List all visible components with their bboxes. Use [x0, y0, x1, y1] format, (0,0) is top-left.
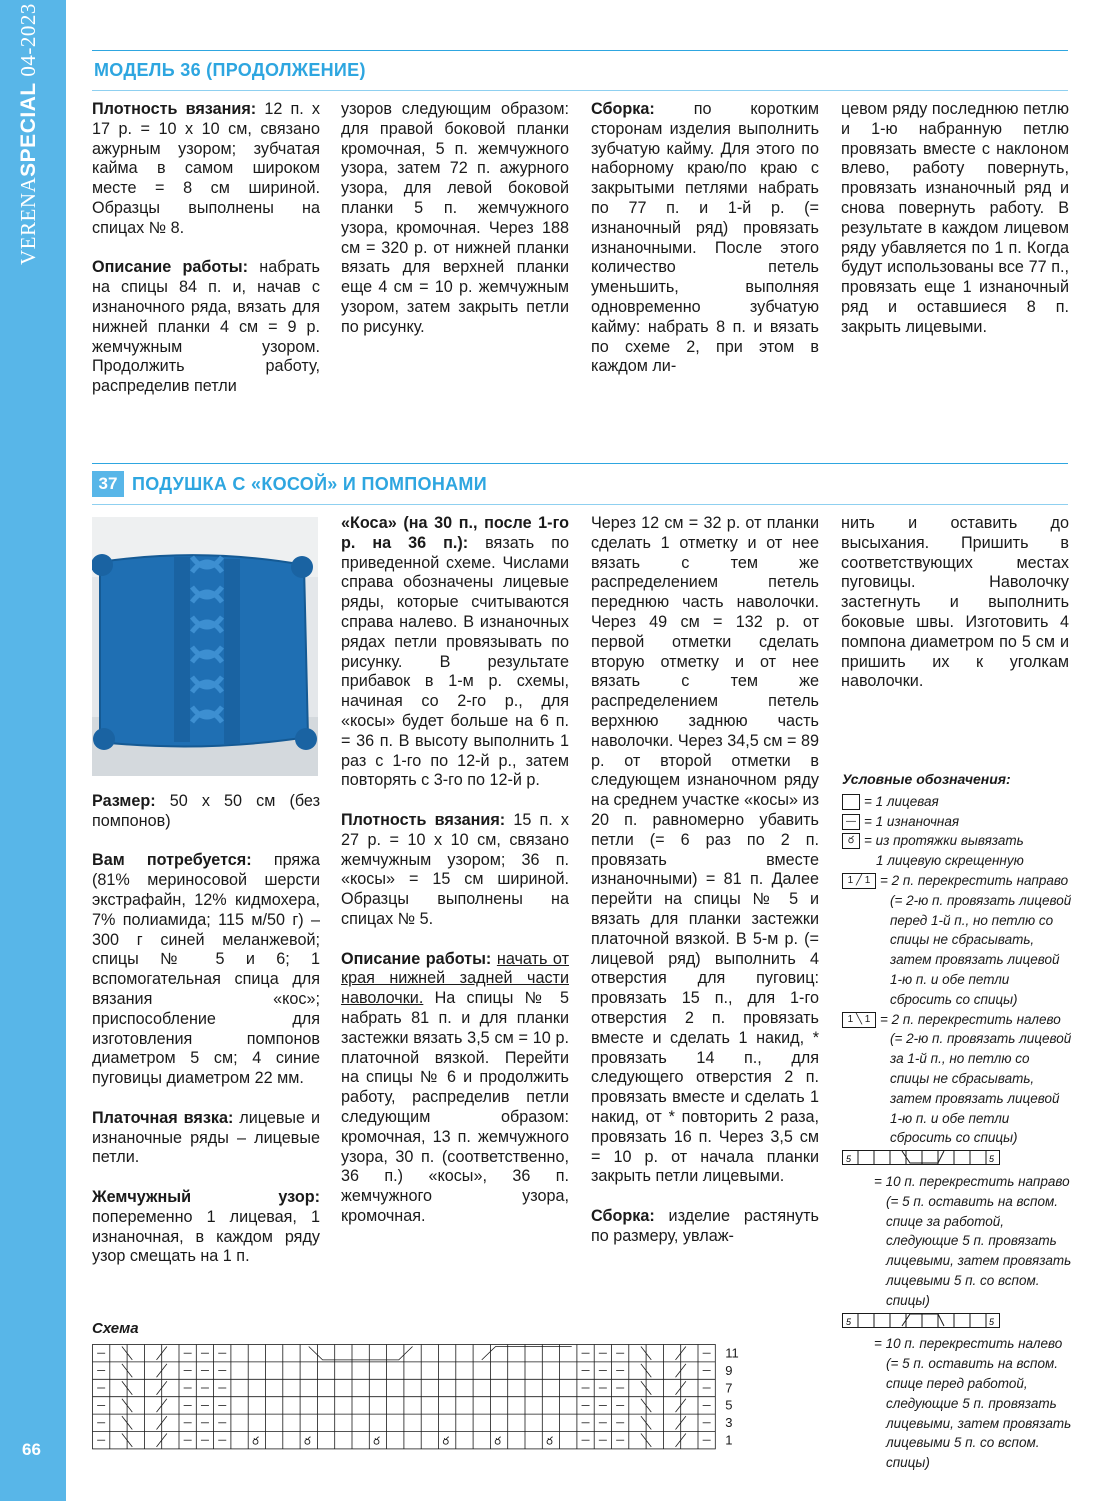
- scheme-label: Схема: [92, 1320, 139, 1337]
- cable-cross-10-mark: [482, 1347, 572, 1360]
- model36-col4-text: цевом ряду последнюю петлю и 1-ю набранную петлю провязать вместе с наклоном влево, работу повернуть, провязать изнаночный ряд и снова повернуть работу. В результате в каждом лицевом ряду убавляется по 1 п. Когда будут использованы все 77 п., провязать еще 1 изнаночный ряд и оставшиеся 8 п. закрыть лицевыми.: [841, 100, 1069, 336]
- legend-item: — = 1 изнаночная: [842, 812, 1072, 832]
- assembly-label: Сборка:: [591, 1206, 655, 1225]
- model36-column-2: [341, 100, 569, 338]
- knitting-chart: [92, 1344, 752, 1452]
- assembly-label: Сборка:: [591, 100, 655, 118]
- twisted-increase-mark: ర: [442, 1435, 450, 1448]
- pearl-pattern-label: Жемчужный узор:: [92, 1187, 320, 1206]
- twisted-increase-mark: ర: [546, 1435, 553, 1448]
- model37-col4-text: нить и оставить до высыхания. Пришить в соответствующих местах пуговицы. Наволочку застегнуть и выполнить боковые швы. Изготовить 4 помпона диаметром по 5 см и пришить их к уголкам наволочки.: [841, 514, 1069, 691]
- legend-item-text: = 10 п. перекрестить направо: [874, 1173, 1070, 1189]
- description-label: Описание работы:: [92, 258, 249, 277]
- garter-stitch-label: Платочная вязка:: [92, 1108, 234, 1127]
- legend-item: = 1 лицевая: [842, 792, 1072, 812]
- row-number-label: 7: [725, 1380, 733, 1396]
- model37-title-rule: [92, 504, 1068, 505]
- row-number-label: 11: [725, 1345, 739, 1361]
- size-text: 50 х 50 см (без помпонов): [92, 792, 320, 830]
- model37-column-3: [591, 514, 819, 1246]
- top-rule: [92, 50, 1068, 51]
- model37-title: ПОДУШКА С «КОСОЙ» И ПОМПОНАМИ: [132, 474, 487, 494]
- section-rule: [92, 463, 1068, 464]
- row-number-label: 9: [725, 1362, 733, 1378]
- cross-left-10-symbol-icon: [842, 1313, 1072, 1335]
- cable-count-label: 5: [989, 1154, 995, 1165]
- twisted-increase-mark: ర: [494, 1435, 501, 1448]
- cross-right-10-symbol-icon: [842, 1150, 1072, 1172]
- twisted-increase-symbol-icon: ర: [842, 833, 860, 849]
- pearl-pattern-text: попеременно 1 лицевая, 1 изнаночная, в каждом ряду узор смещать на 1 п.: [92, 1207, 320, 1266]
- density-label: Плотность вязания:: [341, 810, 506, 829]
- sidebar-strip: [0, 0, 66, 1501]
- pillow-photo: [92, 517, 318, 776]
- row-number-label: 5: [725, 1397, 733, 1413]
- description-text: набрать на спицы 84 п. и, начав с изнаночного ряда, вязать для нижней планки 4 см = 9 р. жемчужным узором. Продолжить работу, распределив петли: [92, 258, 320, 396]
- materials-text: пряжа (81% мериносовой шерсти экстрафайн, 12% кидмохера, 7% полиамида; 115 м/50 г) – 300 г синей меланжевой; спицы № 5 и 6; 1 вспомогательная спица для вязания «кос»; приспособление для изготовления помпонов диаметром 5 см; 4 синие пуговицы диаметром 22 мм.: [92, 851, 321, 1088]
- model36-column-4: [841, 100, 1069, 338]
- garter-stitch-text: лицевые и изнаночные ряды – лицевые петли.: [92, 1108, 320, 1167]
- assembly-text: изделие растянуть по размеру, увлаж-: [591, 1206, 819, 1245]
- legend-item: 1 ╲ 1 = 2 п. перекрестить налево: [842, 1010, 1072, 1030]
- braid-text: вязать по приведенной схеме. Числами справа обозначены лицевые ряды, которые считываются справа налево. В изнаночных рядах петли провязывать по рисунку. В результате прибавок в 1-м р. схемы, начиная со 2-го р., для «косы» будет больше на 6 п. = 36 п. В высоту выполнить 1 раз с 1-го по 12-й р., затем повторять с 3-го по 12-й р.: [341, 533, 569, 790]
- model36-title: МОДЕЛЬ 36 (ПРОДОЛЖЕНИЕ): [94, 60, 366, 80]
- braid-label: «Коса» (на 30 п., после 1-го р. на 36 п.):: [341, 514, 569, 552]
- magazine-name: VERENASPECIAL 04-2023: [16, 3, 40, 265]
- cable-cross-10-mark: [309, 1347, 413, 1360]
- assembly-text: по коротким сторонам изделия выполнить зубчатую кайму. Для этого по наборному краю/по краю с закрытыми петлями набрать по 77 п. и 1-й р. (= изнаночный ряд) провязать изнаночными. После этого количество петель уменьшить, выполняя одновременно зубчатую кайму: набрать 8 п. и вязать по схеме 2, при этом в каждом ли-: [591, 100, 819, 376]
- knit-symbol-icon: [842, 794, 860, 810]
- legend-item-detail: (= 5 п. оставить на вспом. спице за работой, следующие 5 п. провязать лицевыми, затем провязать лицевыми 5 п. со вспом. спицы): [886, 1193, 1072, 1308]
- legend-item-text: = 10 п. перекрестить налево: [874, 1336, 1063, 1352]
- twisted-increase-mark: ర: [304, 1435, 311, 1448]
- cable-count-label: 5: [989, 1316, 995, 1327]
- legend-item-detail: (= 5 п. оставить на вспом. спице перед работой, следующие 5 п. провязать лицевыми, затем провязать лицевыми 5 п. со вспом. спицы): [886, 1356, 1072, 1471]
- row-number-label: 1: [725, 1432, 733, 1448]
- materials-label: Вам потребуется:: [92, 851, 252, 870]
- model37-column-1: [92, 792, 320, 1267]
- density-text: 15 п. х 27 р. = 10 х 10 см, связано жемчужным узором; 36 п. «косы» = 15 см шириной. Образцы выполнены на спицах № 5.: [341, 810, 569, 928]
- description-underlined: начать от края нижней задней части наволочки.: [341, 949, 569, 1008]
- model36-column-3: [591, 100, 819, 377]
- row-number-label: 3: [725, 1415, 733, 1431]
- cable-count-label: 5: [846, 1316, 852, 1327]
- cross-right-2-symbol-icon: 1 ╱ 1: [842, 873, 876, 889]
- model37-column-4: [841, 514, 1069, 692]
- cable-count-label: 5: [846, 1154, 852, 1165]
- legend-item-continuation: 1 лицевую скрещенную: [876, 853, 1024, 869]
- description-text: На спицы № 5 набрать 81 п. и для планки застежки вязать 3,5 см = 10 р. платочной вязкой. Перейти на спицы № 6 и продолжить работу, распределив петли следующим образом: кромочная, 13 п. жемчужного узора, 30 п. (соответственно, 36 п.) «косы», 36 п. жемчужного узора, кромочная.: [341, 989, 569, 1225]
- model36-col2-text: узоров следующим образом: для правой боковой планки кромочная, 5 п. жемчужного узора, затем 72 п. ажурного узора, для левой боковой планки 5 п. жемчужного узора, кромочная. Через 188 см = 320 р. от нижней планки вязать для верхней планки еще 4 см = 10 р. жемчужным узором, затем закрыть петли по рисунку.: [341, 100, 569, 336]
- model36-column-1: [92, 100, 320, 397]
- size-label: Размер:: [92, 792, 156, 810]
- page-number: 66: [22, 1440, 41, 1459]
- twisted-increase-mark: ర: [373, 1435, 380, 1448]
- legend-item-detail: (= 2-ю п. провязать лицевой перед 1-й п., но петлю со спицы не сбрасывать, затем провязать лицевой 1-ю п. и обе петли сбросить со спицы): [890, 892, 1072, 1007]
- model37-col3-text: Через 12 см = 32 р. от планки сделать 1 отметку и от нее вязать с тем же распределением петель переднюю часть наволочки. Через 49 см = 132 р. от первой отметки сделать вторую отметку и от нее вязать с тем же распределением петель верхнюю заднюю часть наволочки. Через 34,5 см = 89 р. от второй отметки в следующем изнаночном ряду на среднем участке «косы» из 20 п. равномерно убавить петли (= 6 раз по 2 п. провязать вместе изнаночными) = 81 п. Далее перейти на спицы № 5 и вязать для планки застежки платочной вязкой. В 5-м р. (= лицевой ряд) выполнить 4 отверстия для пуговиц: провязать 15 п., для 1-го отверстия 2 п. провязать вместе и сделать 1 накид, * провязать 14 п., для следующего отверстия 2 п. провязать вместе и сделать 1 накид, от * повторить 2 раза, провязать 16 п. Через 3,5 см = 10 р. от начала планки закрыть петли лицевыми.: [591, 514, 819, 1186]
- model37-column-2: [341, 514, 569, 1227]
- purl-symbol-icon: —: [842, 814, 860, 830]
- legend-item: ర = из протяжки вывязать: [842, 831, 1072, 851]
- cross-left-2-symbol-icon: 1 ╲ 1: [842, 1012, 876, 1028]
- legend-title: Условные обозначения:: [842, 771, 1011, 787]
- density-label: Плотность вязания:: [92, 100, 257, 118]
- symbol-legend: [842, 770, 1072, 1473]
- model36-title-rule: [92, 90, 1068, 91]
- legend-item: 1 ╱ 1 = 2 п. перекрестить направо: [842, 871, 1072, 891]
- model-number-badge: 37: [92, 471, 124, 497]
- description-label: Описание работы:: [341, 949, 492, 968]
- twisted-increase-mark: ర: [252, 1435, 259, 1448]
- density-text: 12 п. х 17 р. = 10 х 10 см, связано ажурным узором; зубчатая кайма в самом широком месте = 8 см шириной. Образцы выполнены на спицах № 8.: [92, 100, 320, 237]
- legend-item-detail: (= 2-ю п. провязать лицевой за 1-й п., но петлю со спицы не сбрасывать, затем провязать лицевой 1-ю п. и обе петли сбросить со спицы): [890, 1031, 1072, 1146]
